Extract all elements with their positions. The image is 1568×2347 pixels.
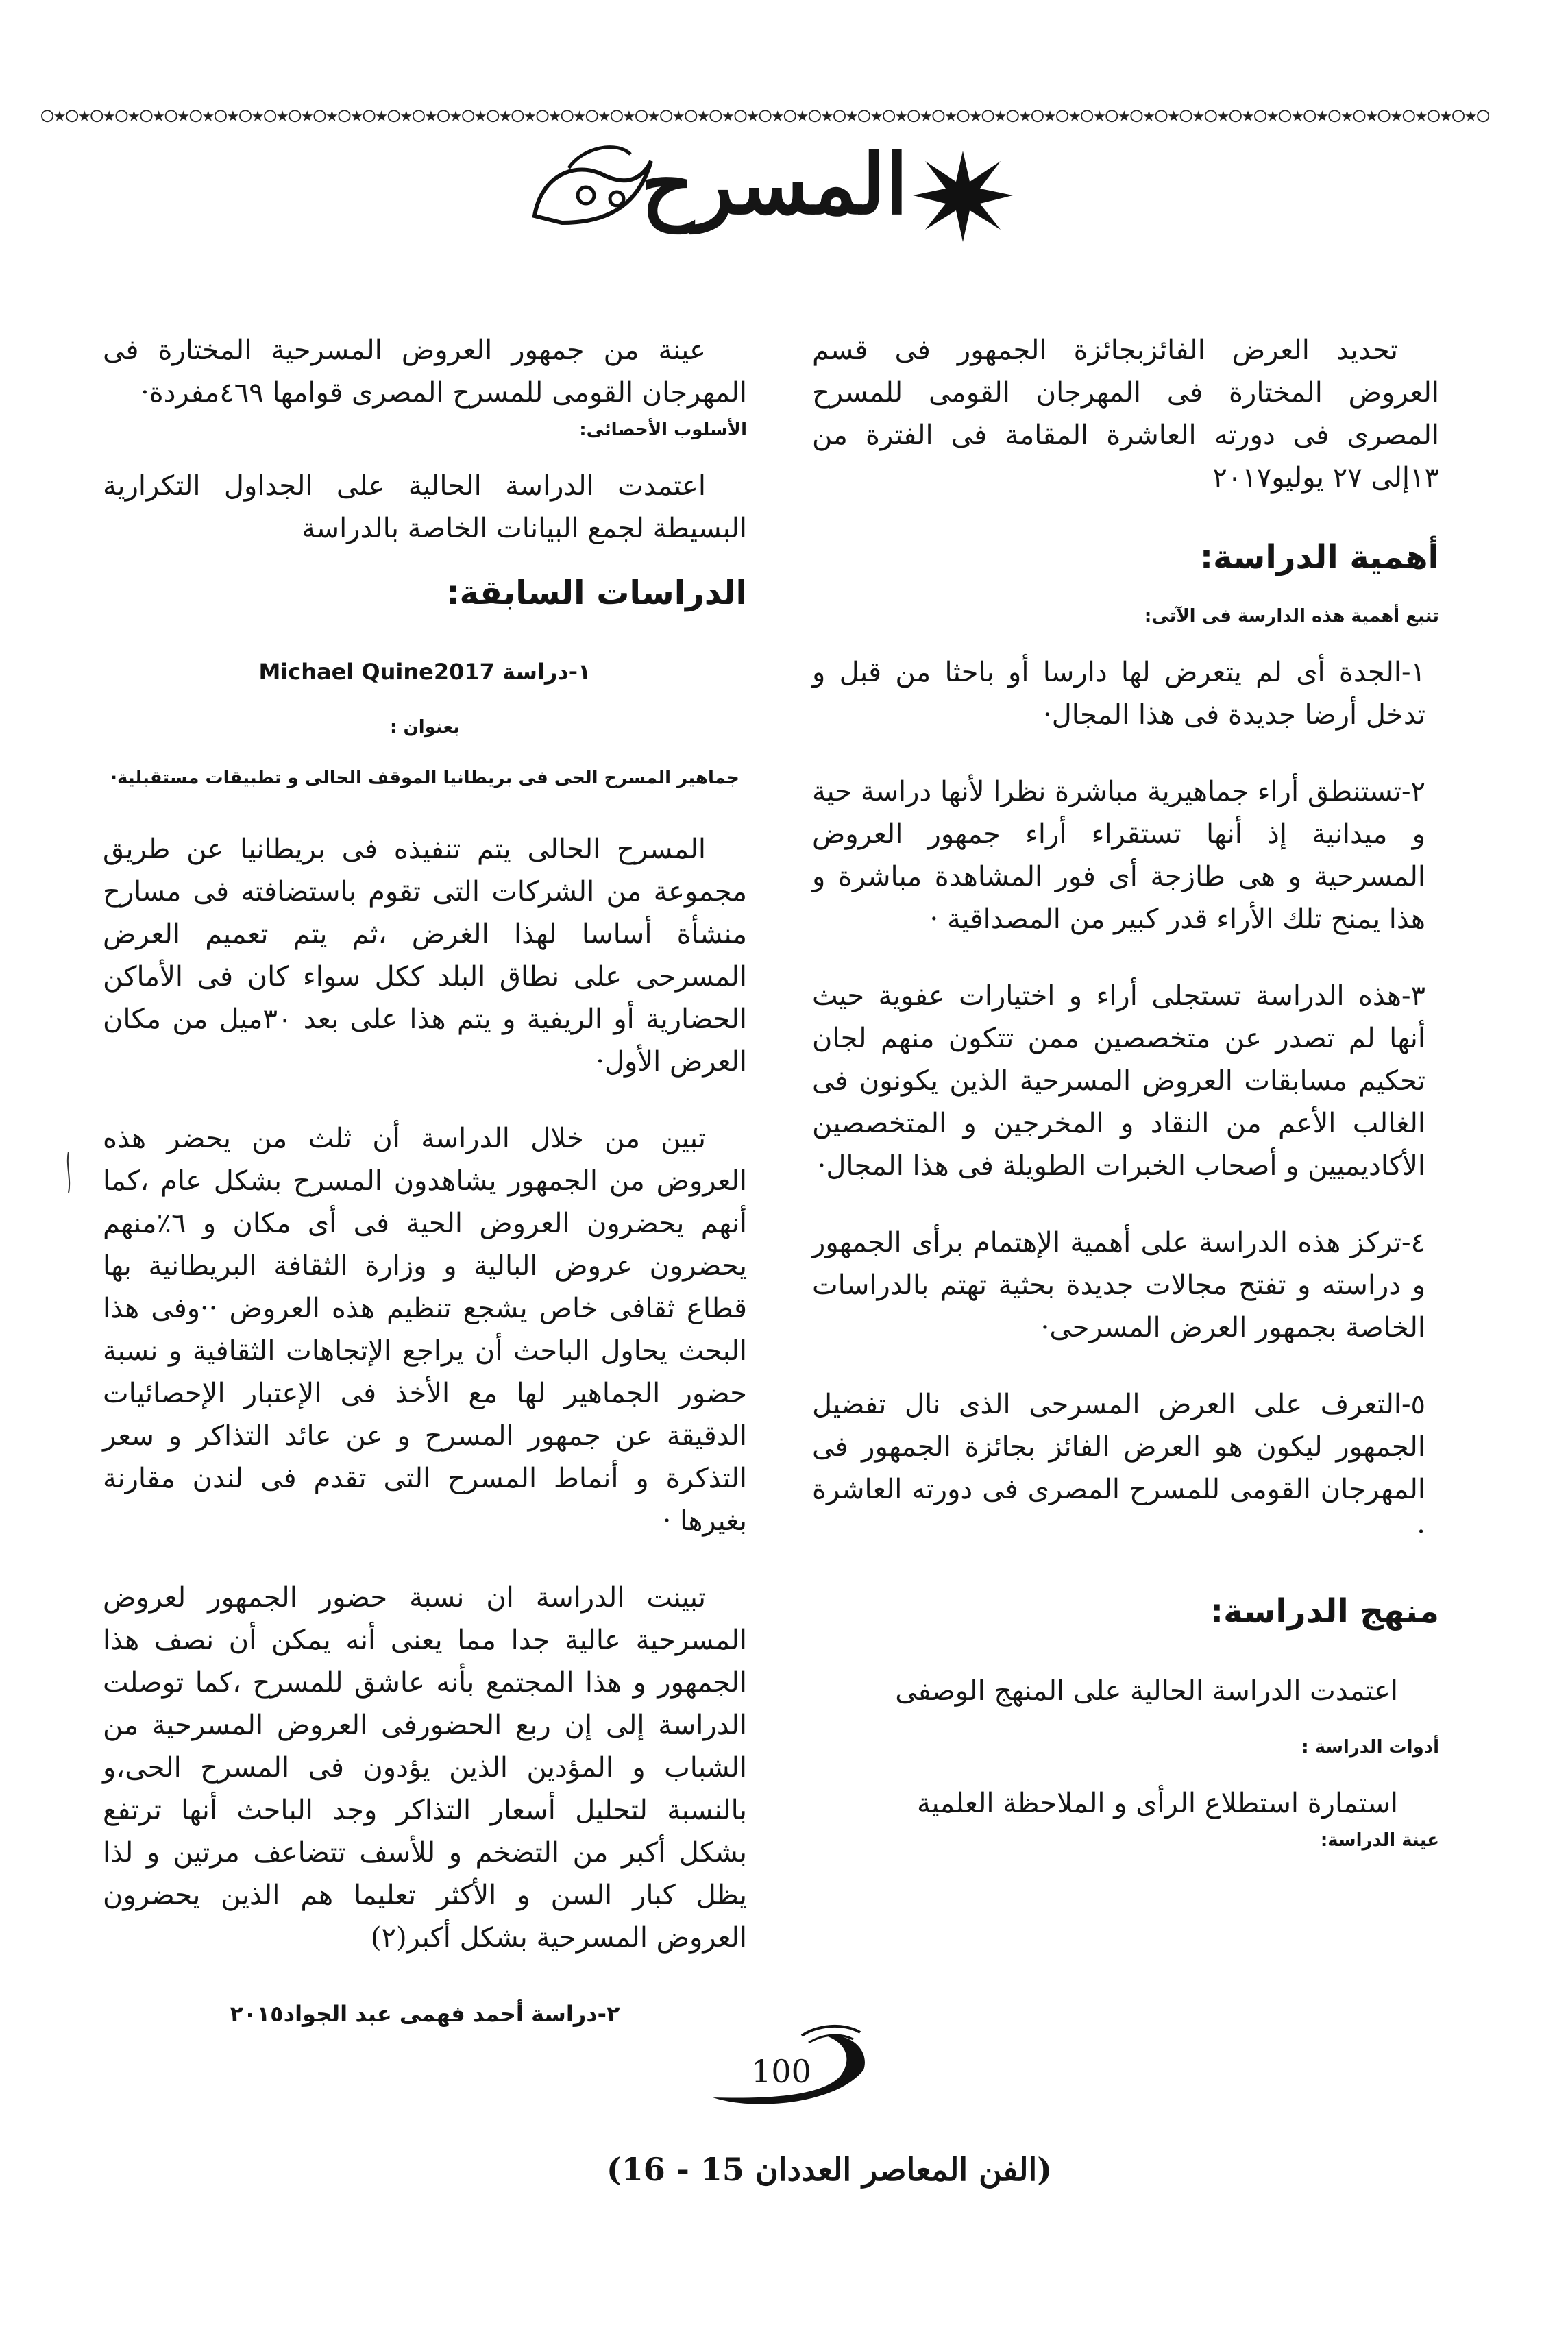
page-number: 100 bbox=[751, 2053, 811, 2090]
study1-subject: جماهير المسرح الحى فى بريطانيا الموقف الحالى و تطبيقات مستقبلية· bbox=[110, 768, 739, 788]
list-item: ٣-هذه الدراسة تستجلى أراء و اختيارات عفوية حيث أنها لم تصدر عن متخصصين ممن تتكون منهم لجان تحكيم مسابقات العروض المسرحية الذين يكونون فى الغالب الأعم من النقاد و المخرجين و المتخصصين الأكاديميين و أصحاب الخبرات الطويلة فى هذا المجال· bbox=[812, 980, 1425, 1182]
decorative-border: ○★○★○★○★○★○★○★○★○★○★○★○★○★○★○★○★○★○★○★○★○★○★○★○★○★○★○★○★○★○★○★○★○★○★○★○★○★○★○★○★○★○★○★○★○★○★○★○★○★○★○★○★○★○★○★○★○★○★○ bbox=[41, 103, 1490, 127]
star-burst-icon bbox=[911, 147, 1014, 243]
study1-title: ١-دراسة Michael Quine2017 bbox=[258, 659, 591, 685]
tools-label: أدوات الدراسة : bbox=[1301, 1737, 1439, 1758]
sample-text: عينة من جمهور العروض المسرحية المختارة فى المهرجان القومى للمسرح المصرى قوامها ٤٦٩مفردة· bbox=[103, 335, 747, 409]
journal-footer bbox=[589, 2139, 1069, 2200]
sample-label: عينة الدراسة: bbox=[1320, 1830, 1439, 1851]
previous-studies-heading: الدراسات السابقة: bbox=[446, 574, 747, 612]
stats-text: اعتمدت الدراسة الحالية على الجداول التكرارية البسيطة لجمع البيانات الخاصة بالدراسة bbox=[103, 470, 747, 544]
study1-paragraph-1: المسرح الحالى يتم تنفيذه فى بريطانيا عن طريق مجموعة من الشركات التى تقوم باستضافته فى مسارح منشأة أساسا لهذا الغرض ،ثم يتم تعميم العرض المسرحى على نطاق البلد ككل سواء كان فى الأماكن الحضارية أو الريفية و يتم هذا على بعد ٣٠ميل من مكان العرض الأول· bbox=[103, 834, 748, 1078]
stats-label: الأسلوب الأحصائى: bbox=[579, 419, 747, 440]
scan-edge-mark bbox=[62, 1152, 75, 1193]
study1-paragraph-3: تبينت الدراسة ان نسبة حضور الجمهور لعروض المسرحية عالية جدا مما يعنى أنه يمكن أن نصف هذا الجمهور و هذا المجتمع بأنه عاشق للمسرح ،كما توصلت الدراسة إلى إن ربع الحضورفى العروض المسرحية من الشباب و المؤدين الذين يؤدون فى المسرح الحى،و بالنسبة لتحليل أسعار التذاكر وجد الباحث أنها ترتفع بشكل أكبر من التضخم و للأسف تتضاعف مرتين و لذا يظل كبار السن و الأكثر تعليما هم الذين يحضرون العروض المسرحية بشكل أكبر(٢) bbox=[103, 1582, 748, 1954]
list-item: ٢-تستنطق أراء جماهيرية مباشرة نظرا لأنها دراسة حية و ميدانية إذ أنها تستقراء أراء جمهور العروض المسرحية و هى طازجة أى فور المشاهدة مباشرة و هذا يمنح تلك الأراء قدر كبير من المصداقية · bbox=[812, 776, 1425, 935]
left-column bbox=[103, 329, 747, 2034]
bracket-right-icon: ) bbox=[606, 2151, 622, 2188]
intro-paragraph: تحديد العرض الفائزبجائزة الجمهور فى قسم العروض المختارة فى المهرجان القومى للمسرح المصرى فى دورته العاشرة المقامة فى الفترة من ١٣إلى ٢٧ يوليو٢٠١٧ bbox=[812, 335, 1439, 494]
list-item: ٤-تركز هذه الدراسة على أهمية الإهتمام برأى الجمهور و دراسته و تفتح مجالات جديدة بحثية تهتم بالدراسات الخاصة بجمهور العرض المسرحى· bbox=[812, 1227, 1425, 1343]
journal-title: الفن المعاصر العددان 15 - 16 bbox=[621, 2151, 1038, 2188]
tools-text: استمارة استطلاع الرأى و الملاحظة العلمية bbox=[917, 1788, 1398, 1819]
method-heading: منهج الدراسة: bbox=[1210, 1592, 1439, 1631]
study1-paragraph-2: تبين من خلال الدراسة أن ثلث من يحضر هذه العروض من الجمهور يشاهدون المسرح بشكل عام ،كما أنهم يحضرون العروض الحية فى أى مكان و ٦٪منهم يحضرون عروض البالية و وزارة الثقافة البريطانية بها قطاع ثقافى خاص يشجع تنظيم هذه العروض ··وفى هذا البحث يحاول الباحث أن يراجع الإتجاهات الثقافية و نسبة حضور الجماهير لها مع الأخذ فى الإعتبار الإحصائيات الدقيقة عن جمهور المسرح و عن عائد التذاكر و سعر التذكرة و أنماط المسرح التى تقدم فى لندن مقارنة بغيرها · bbox=[103, 1123, 747, 1537]
right-column bbox=[812, 329, 1439, 1856]
study2-title: ٢-دراسة أحمد فهمى عبد الجواد٢٠١٥ bbox=[230, 2001, 620, 2027]
mask-ornament-icon bbox=[521, 134, 658, 236]
method-text: اعتمدت الدراسة الحالية على المنهج الوصفى bbox=[895, 1675, 1398, 1707]
bracket-left-icon: ( bbox=[1037, 2151, 1053, 2188]
list-item: ٥-التعرف على العرض المسرحى الذى نال تفضيل الجمهور ليكون هو العرض الفائز بجائزة الجمهور فى المهرجان القومى للمسرح المصرى فى دورته العاشرة · bbox=[812, 1389, 1425, 1548]
importance-heading: أهمية الدراسة: bbox=[1199, 538, 1439, 576]
study1-label: بعنوان : bbox=[390, 717, 460, 738]
header-title: المسرح bbox=[641, 136, 908, 233]
importance-subheading: تنبع أهمية هذه الدارسة فى الآتى: bbox=[1144, 606, 1439, 627]
list-item: ١-الجدة أى لم يتعرض لها دارسا أو باحثا من قبل و تدخل أرضا جديدة فى هذا المجال· bbox=[812, 657, 1425, 731]
